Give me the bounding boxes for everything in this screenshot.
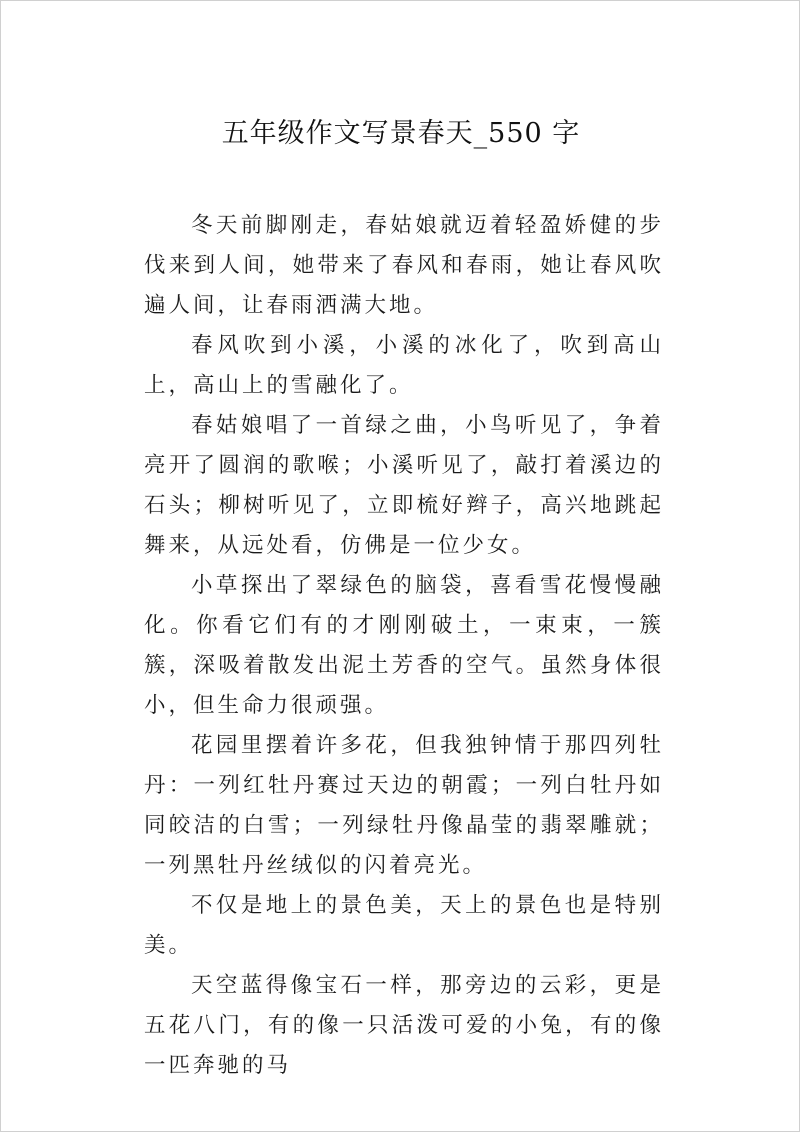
- paragraph: 小草探出了翠绿色的脑袋，喜看雪花慢慢融化。你看它们有的才刚刚破土，一束束，一簇簇，深吸着散发出泥土芳香的空气。虽然身体很小，但生命力很顽强。: [144, 573, 664, 718]
- essay-body: [144, 206, 664, 1086]
- paragraph: 春风吹到小溪，小溪的冰化了，吹到高山上，高山上的雪融化了。: [144, 333, 664, 398]
- paragraph: 不仅是地上的景色美，天上的景色也是特别美。: [144, 893, 664, 958]
- paragraph: 花园里摆着许多花，但我独钟情于那四列牡丹：一列红牡丹赛过天边的朝霞；一列白牡丹如同皎洁的白雪；一列绿牡丹像晶莹的翡翠雕就；一列黑牡丹丝绒似的闪着亮光。: [144, 733, 664, 878]
- document-title: 五年级作文写景春天_550 字: [221, 118, 581, 149]
- paragraph: 春姑娘唱了一首绿之曲，小鸟听见了，争着亮开了圆润的歌喉；小溪听见了，敲打着溪边的石头；柳树听见了，立即梳好辫子，高兴地跳起舞来，从远处看，仿佛是一位少女。: [144, 413, 664, 558]
- paragraph: 冬天前脚刚走，春姑娘就迈着轻盈娇健的步伐来到人间，她带来了春风和春雨，她让春风吹遍人间，让春雨洒满大地。: [144, 213, 664, 318]
- paragraph: 天空蓝得像宝石一样，那旁边的云彩，更是五花八门，有的像一只活泼可爱的小兔，有的像一匹奔驰的马: [144, 973, 664, 1078]
